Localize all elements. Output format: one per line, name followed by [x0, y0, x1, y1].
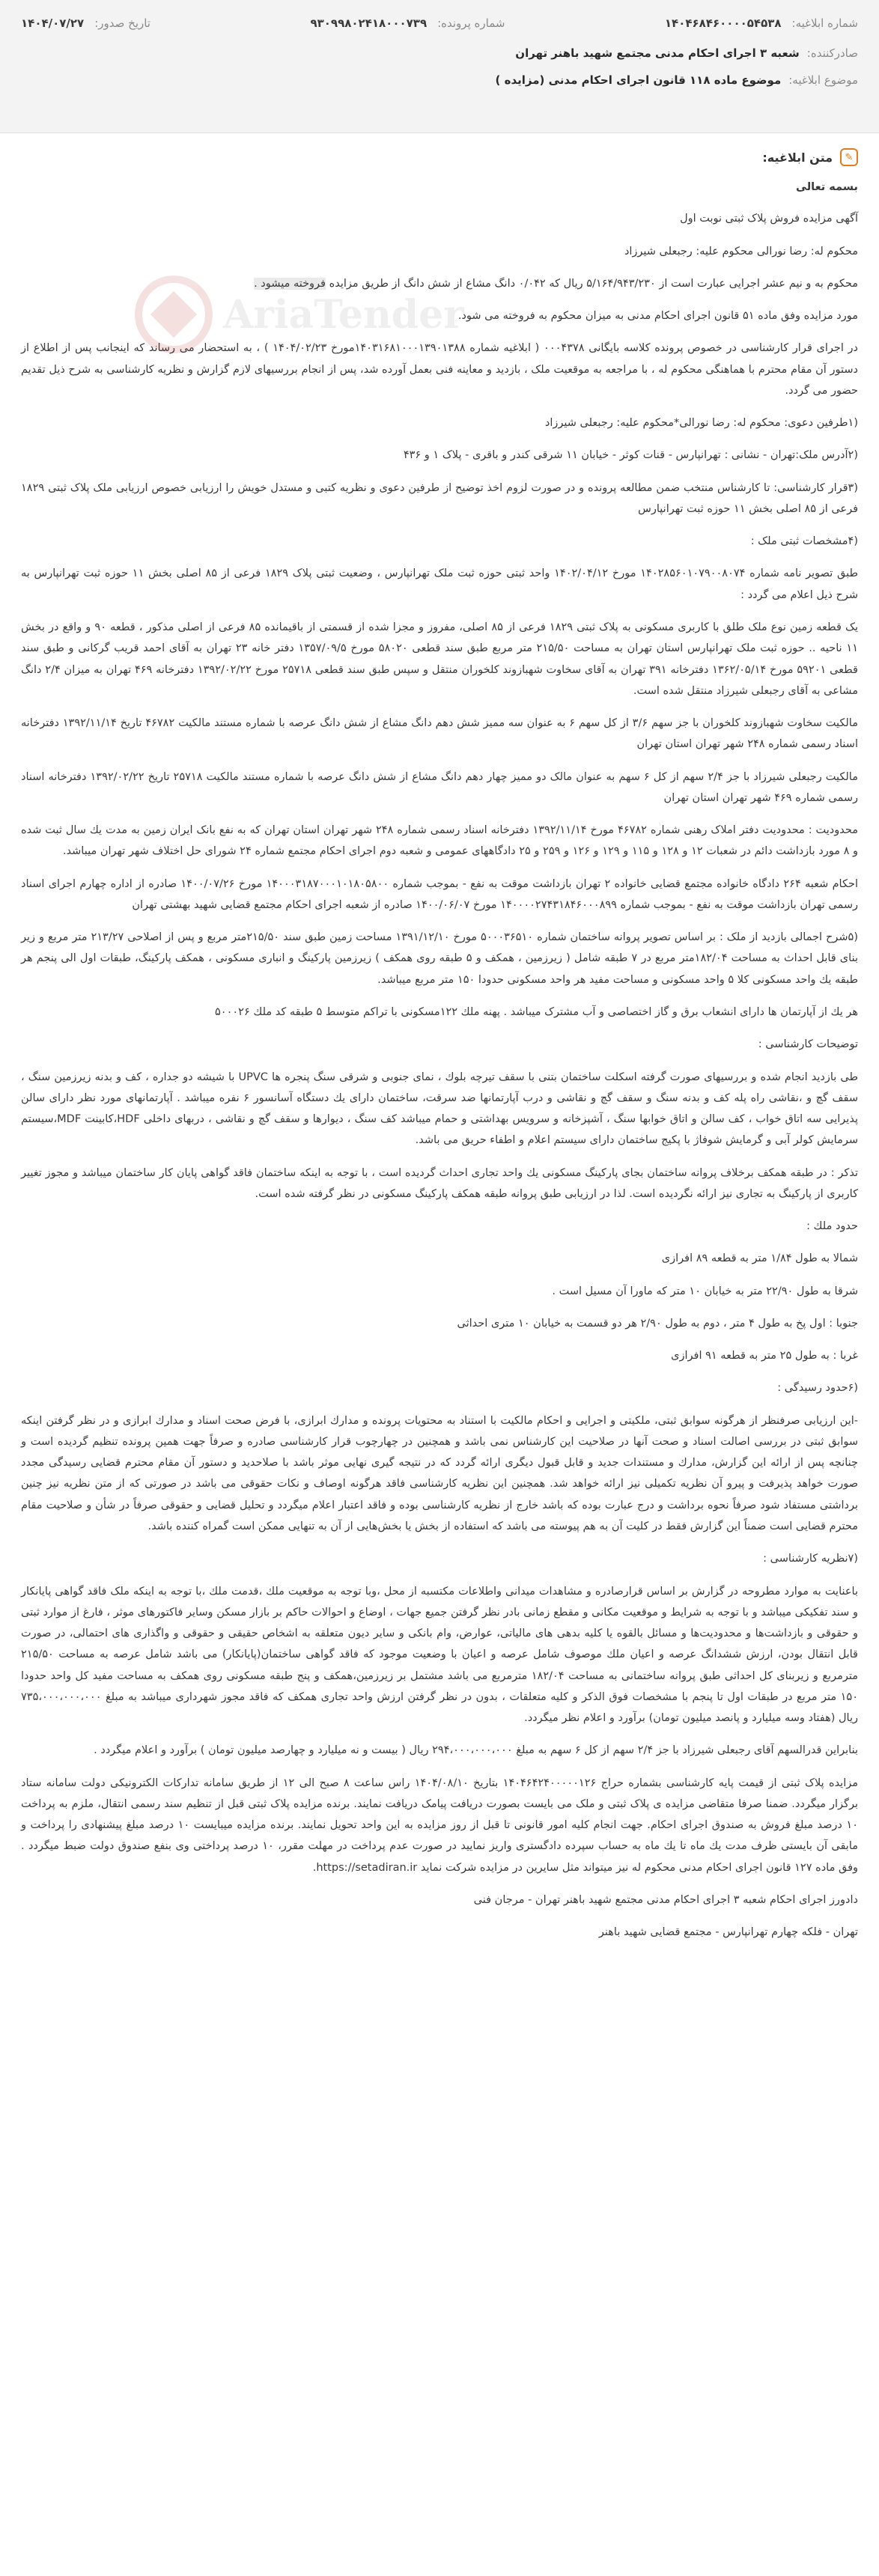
body-section-2: (۲آدرس ملک:تهران - نشانی : تهرانپارس - قنات کوثر - خیابان ۱۱ شرقی کندر و باقری - پلاک ۱ و ۴۳۶ — [403, 449, 858, 462]
body-expert-opinion: باعنایت به موارد مطروحه در گزارش بر اساس قرارصادره و مشاهدات میدانی واطلاعات مکتسبه از محل ،وبا توجه به موقعیت ملك ،قدمت ملك ،با توجه به اینکه ملک فاقد گواهی پایانکار و سند تفکیکی میباشد و با توجه به شرایط و موقعیت مکانی و مقطع زمانی بادر نظر گرفتن جمیع جهات ، اوضاع و احوالات حاکم بر بازار مسکن وسایر فاکتورهای موثر ، فارغ از موارد ثبتی و حقوقی و بازداشت‌ها و محدودیت‌ها و مسائل بالقوه یا کلیه بدهی های مالیاتی، عوارض، وام بانکی و سایر دیون متعلقه به اشخاص حقیقی و حقوقی و واگذاری های احتمالی، در صورت قابل انتقال بودن، ارزش ششدانگ عرصه و اعیان ملك موصوف شامل عرصه و اعیان با وضعیت موجود که فاقد گواهی ساختمان(پایانکار) می باشد شامل عرصه به مساحت ۲۱۵/۵۰ مترمربع و زیربنای کل احداثی طبق پروانه ساختمانی به مساحت ۱۸۲/۰۴ مترمربع می باشد مشتمل بر زیرزمین،همکف و پنج طبقه مسکونی روی همکف به مساحت مفید کل واحد حدودا ۱۵۰ متر مربع در طبقات اول تا پنجم با مشخصات فوق الذکر و کلیه متعلقات ، بدون در نظر گرفتن ارزش واحد تجاری همکف که فاقد مجوز شهرداری میباشد به مبلغ ۷۳۵،۰۰۰،۰۰۰،۰۰۰ ریال (هفتاد وسه میلیارد و پانصد میلیون تومان) برآورد و اعلام نظر میگردد. — [21, 1585, 858, 1725]
body-address: تهران - فلکه چهارم تهرانپارس - مجتمع قضایی شهید باهنر — [598, 1926, 858, 1939]
notice-body — [0, 177, 879, 1943]
body-judgment-amount-highlight: فروخته میشود . — [254, 277, 326, 290]
body-boundaries-title: حدود ملك : — [806, 1220, 858, 1233]
body-officer: دادورز اجرای احکام شعبه ۳ اجرای احکام مدنی مجتمع شهید باهنر تهران - مرجان فنی — [473, 1894, 858, 1906]
body-boundary-west: غربا : به طول ۲۵ متر به قطعه ۹۱ افرازی — [671, 1350, 858, 1362]
notice-header — [0, 0, 879, 133]
notice-text-title: متن ابلاغیه: — [762, 150, 833, 165]
subject-value: موضوع ماده ۱۱۸ قانون اجرای احکام مدنی (مزایده ) — [495, 73, 782, 87]
notice-icon: ✎ — [840, 148, 858, 166]
body-registry-letter: طبق تصویر نامه شماره ۱۴۰۲۸۵۶۰۱۰۷۹۰۰۸۰۷۴ مورخ ۱۴۰۲/۰۴/۱۲ واحد ثبتی حوزه ثبت ملک تهرانپارس ، وضعیت ثبتی پلاک ۱۸۲۹ فرعی از ۸۵ اصلی بخش ۱۱ حوزه ثبت تهرانپارس به شرح ذیل اعلام می گردد : — [21, 567, 859, 601]
body-boundary-north: شمالا به طول ۱/۸۴ متر به قطعه ۸۹ افرازی — [661, 1252, 858, 1265]
body-boundary-east: شرقا به طول ۲۲/۹۰ متر به خیابان ۱۰ متر که ماورا آن مسیل است . — [552, 1285, 858, 1297]
body-land-description: یک قطعه زمین نوع ملک طلق با کاربری مسکونی به پلاک ثبتی ۱۸۲۹ فرعی از ۸۵ اصلی، مفروز و مجزا شده از قسمتی از باقیمانده ۸۵ فرعی از اصلی مذکور ، قطعه ۹۰ و واقع در بخش ۱۱ ناحیه .. حوزه ثبت ملک تهرانپارس استان تهران به مساحت ۲۱۵/۵۰ متر مربع طبق سند قطعی ۵۸۰۲۰ مورخ ۱۳۵۷/۰۹/۵ دفتر خانه ۲۳ تهران به آقای احمد قریب گرکانی و طبق سند قطعی ۵۹۲۰۱ مورخ ۱۳۶۲/۰۵/۱۴ دفترخانه ۳۹۱ تهران به آقای سخاوت شهبازوند کلخوران منتقل و سپس طبق سند قطعی ۲۵۷۱۸ مورخ ۱۳۹۲/۰۲/۲۲ دفترخانه ۴۶۹ تهران به میزان ۲/۴ دانگ مشاعی به آقای رجبعلی شیرزاد منتقل شده است. — [21, 621, 858, 697]
case-number — [310, 16, 505, 30]
subject-label: موضوع ابلاغیه: — [788, 73, 858, 87]
header-meta-row — [21, 16, 858, 30]
ad-number — [665, 16, 858, 30]
ad-number-label: شماره ابلاغیه: — [791, 16, 858, 30]
body-section-3: (۳قرار کارشناسی: تا کارشناس منتخب ضمن مطالعه پرونده و در صورت لزوم اخذ توضیح از طرفین دعوی و نظریه کتبی و مستدل خویش را ارزیابی خصوص ارزیابی ملک پلاک ثبتی ۱۸۲۹ فرعی از ۸۵ اصلی بخش ۱۱ حوزه ثبت تهرانپارس — [21, 481, 858, 515]
issuer-label: صادرکننده: — [806, 46, 858, 60]
body-share-value: بنابراین قدرالسهم آقای رجبعلی شیرزاد با جز ۲/۴ سهم از کل ۶ سهم به مبلغ ۲۹۴،۰۰۰،۰۰۰،۰۰۰ ریال ( بیست و نه میلیارد و چهارصد میلیون تومان ) برآورد و اعلام میگردد . — [94, 1744, 858, 1757]
body-expert-notes-title: توضیحات کارشناسی : — [758, 1038, 858, 1051]
subject-line — [21, 73, 858, 87]
body-ownership-1: مالکیت سخاوت شهبازوند کلخوران با جز سهم ۳/۶ از کل سهم ۶ به عنوان سه ممیز شش دهم دانگ مشاع از شش دانگ عرصه با شماره مستند مالکیت ۴۶۷۸۲ تاریخ ۱۳۹۲/۱۱/۱۴ دفترخانه اسناد رسمی شماره ۲۴۸ شهر تهران استان تهران — [21, 717, 858, 751]
watermark-text: AriaTender — [223, 291, 464, 338]
body-judgment-amount — [21, 273, 858, 294]
body-judgment-amount-main: محکوم به و نیم عشر اجرایی عبارت است از ۵/۱۶۴/۹۴۳/۲۳۰ ریال که ۰/۰۴۲ دانگ مشاع از شش دانگ از طریق مزایده — [326, 277, 858, 290]
case-number-label: شماره پرونده: — [437, 16, 505, 30]
body-article-51: مورد مزایده وفق ماده ۵۱ قانون اجرای احکام مدنی به میزان محکوم به فروخته می شود. — [457, 310, 858, 323]
body-ad-title: آگهی مزایده فروش پلاک ثبتی نوبت اول — [680, 213, 858, 225]
issuer-line — [21, 46, 858, 60]
body-boundary-south: جنوبا : اول پخ به طول ۴ متر ، دوم به طول ۲/۹۰ هر دو قسمت به خیابان ۱۰ متری احداثی — [457, 1317, 858, 1330]
issue-date-label: تاریخ صدور: — [94, 16, 150, 30]
body-bismillah: بسمه تعالی — [796, 181, 858, 193]
case-number-value: ۹۳۰۹۹۸۰۲۴۱۸۰۰۰۷۳۹ — [310, 16, 428, 30]
issue-date-value: ۱۴۰۴/۰۷/۲۷ — [21, 16, 85, 30]
ad-number-value: ۱۴۰۴۶۸۴۶۰۰۰۰۵۴۵۳۸ — [664, 16, 782, 30]
body-parties: محکوم له: رضا نورالی محکوم علیه: رجبعلی شیرزاد — [624, 245, 858, 258]
body-seizures: احکام شعبه ۲۶۴ دادگاه خانواده مجتمع قضایی خانواده ۲ تهران بازداشت موقت به نفع - بموجب شماره ۱۴۰۰۰۳۱۸۷۰۰۰۱۰۱۸۰۵۸۰۰ مورخ ۱۴۰۰/۰۷/۲۶ صادره از اداره چهارم اجرای اسناد رسمی تهران بازداشت موقت به نفع - بموجب شماره ۱۴۰۰۰۰۲۷۴۳۱۸۴۶۰۰۰۸۹۹ مورخ ۱۴۰۰/۰۶/۰۷ صادره از شعبه اجرای احکام مجتمع قضایی شهید بهشتی تهران — [21, 877, 858, 911]
body-utilities: هر یك از آپارتمان ها دارای انشعاب برق و گاز اختصاصی و آب مشترک میباشد . پهنه ملك ۱۲۲مسکونی با تراکم متوسط ۵ طبقه کد ملك ۵۰۰۰۲۶ — [215, 1005, 858, 1018]
body-expert-order: در اجرای قرار کارشناسی در خصوص پرونده کلاسه بایگانی ۰۰۰۴۳۷۸ ( ابلاغیه شماره ۱۴۰۳۱۶۸۱۰۰۰۱۳۹۰۱۳۸۸مورخ ۱۴۰۴/۰۲/۲۳ ) ، به استحضار می رساند که اینجانب پس از اطلاع از دستور آن مقام محترم با هماهنگی محکوم له ، با مراجعه به موقعیت ملک ، بازدید و معاینه فنی بعمل آورده شد، پس از انجام بررسیهای لازم گزارش و نظریه کارشناسی به شرح ذیل تقدیم حضور می گردد. — [21, 342, 859, 397]
body-section-4: (۴مشخصات ثبتی ملک : — [750, 535, 858, 548]
body-restrictions: محدودیت : محدودیت دفتر املاک رهنی شماره ۴۶۷۸۲ مورخ ۱۳۹۲/۱۱/۱۴ دفترخانه اسناد رسمی شماره ۲۴۸ شهر تهران استان تهران که به نفع بانک ایران زمین به مدت یك سال ثبت شده و ۸ مورد بازداشت دائم در شعبات ۱۲ و ۱۲۸ و ۱۱۵ و ۱۲۹ و ۱۲۶ و ۲۵۹ و ۲۵ دادگاههای عمومی و شعبه دوم اجرای احکام مجتمع شماره ۲۴ شورای حل اختلاف شهر تهران میباشد. — [21, 824, 858, 858]
notice-text-heading — [0, 133, 879, 177]
body-section-6: (۶حدود رسیدگی : — [777, 1382, 858, 1395]
body-auction-details: مزایده پلاک ثبتی از قیمت پایه کارشناسی بشماره حراج ۱۴۰۴۶۴۲۴۰۰۰۰۰۱۲۶ بتاریخ ۱۴۰۴/۰۸/۱۰ راس ساعت ۸ صبح الی ۱۲ از طریق سامانه تدارکات الکترونیکی دولت سامانه ستاد برگزار میگردد. ضمنا صرفا متقاضی مزایده ی پلاک ثبتی و ملک می بایست بصورت دریافت پیامک دریافت نمایند. برنده مزایده پلاک ثبتی قبل از تنظیم سند رسمی انتقال، ملزم به پرداخت ۱۰ درصد مبلغ فروش به صندوق اجرای احکام. جهت انجام کلیه امور قانونی تا قبل از روز مزایده به این واحد تحویل نمایند. برنده مزایده میبایست ۱۰ درصد مبلغ پیشنهادی را پرداخت و مابقی آن بایستی ظرف مدت یك ماه تا یك ماه به حساب سپرده دادگستری واریز نمایید در صورت عدم پرداخت در مهلت مقرر، ۱۰ درصد پرداختی وی بنفع صندوق دولت ضبط میگردد . وفق ماده ۱۲۷ قانون اجرای احکام مدنی محکوم له نیز میتواند مثل سایرین در مزایده شرکت نماید https://setadiran.ir. — [21, 1776, 859, 1874]
body-expert-notes: طی بازدید انجام شده و بررسیهای صورت گرفته اسکلت ساختمان بتنی با سقف تیرچه بلوك ، نمای جنوبی و شرقی سنگ پنجره ها UPVC با شیشه دو جداره ، کف و بدنه زیرزمین سنگ ، سقف گچ و ،نقاشی راه پله کف و بدنه سنگ و سقف گچ و نقاشی و درب آپارتمانها ضد سرقت، ساختمان دارای یك دستگاه آسانسور ۶ نفره میباشد . آپارتمانهای مورد نظر دارای سالن پذیرایی سه اتاق خواب ، کف سالن و اتاق خوابها سنگ ، آشپزخانه و سرویس بهداشتی و حمام میباشد کف سنگ ، دیوارها و سقف گچ و نقاشی ، دربهای داخلی HDF،کابینت MDF،سیستم سرمایش کولر آبی و گرمایش شوفاژ با پکیج ساختمان دارای سیستم اعلام و اطفاء حریق می باشد. — [21, 1071, 859, 1147]
issue-date — [21, 16, 150, 30]
body-section-1: (۱طرفین دعوی: محکوم له: رضا نورالی*محکوم علیه: رجبعلی شیرزاد — [544, 417, 858, 430]
body-section-5: (۵شرح اجمالی بازدید از ملک : بر اساس تصویر پروانه ساختمان شماره ۵۰۰۰۳۶۵۱۰ مورخ ۱۳۹۱/۱۲/۱۰ مساحت زمین طبق سند ۲۱۵/۵۰متر مربع و پس از اصلاحی ۲۱۳/۲۷ متر مربع و زیر بنای قابل احداث به مساحت ۱۸۲/۰۴متر مربع در ۷ طبقه شامل ( زیرزمین ، همکف و ۵ طبقه روی همکف ) زیرزمین پارکینگ و انباری مسکونی ، همکف پارکینگ، طبقات اول الی پنجم هر طبقه یك واحد مسکونی کلا ۵ واحد مسکونی و مساحت مفید هر واحد مسکونی حدودا ۱۵۰ متر مربع میباشد. — [21, 931, 858, 986]
body-ownership-2: مالکیت رجبعلی شیرزاد با جز ۲/۴ سهم از کل ۶ سهم به عنوان مالک دو ممیز چهار دهم دانگ مشاع از شش دانگ عرصه با شماره مستند مالکیت ۲۵۷۱۸ تاریخ ۱۳۹۲/۰۲/۲۲ دفترخانه اسناد رسمی شماره ۴۶۹ شهر تهران استان تهران — [21, 770, 858, 804]
issuer-value: شعبه ۳ اجرای احکام مدنی مجتمع شهید باهنر تهران — [515, 46, 800, 60]
body-caution: تذکر : در طبقه همکف برخلاف پروانه ساختمان بجای پارکینگ مسکونی یك واحد تجاری احداث گردیده است ، با توجه به اینکه ساختمان فاقد گواهی پایان کار ساختمان میباشد و مجوز تغییر کاربری از پارکینگ به تجاری نیز ارائه نگردیده است. لذا در ارزیابی طبق پروانه طبقه همکف پارکینگ مسکونی در نظر گرفته شده است. — [21, 1166, 858, 1200]
body-scope: -این ارزیابی صرفنظر از هرگونه سوابق ثبتی، ملکیتی و اجرایی و احکام مالکیت با استناد به محتویات پرونده و مدارك ابرازی، با فرض صحت اسناد و مدارك ابرازی و در نظر گرفتن اینکه سوابق ثبتی در بررسی اصالت اسناد و صحت آنها در صلاحیت این کارشناس نمی باشد و همچنین در چهارچوب قرار کارشناسی صادره و صرفاً جهت همین پرونده تنظیم گردیده است و چنانچه پس از ارائه این گزارش، مدارك و مستندات جدید و قابل قبول دیگری ارائه گردد که در نتیجه گیری نهایی موثر باشد با صلاحدید و دستور آن مقام محترم قضایی رسیدگی مجدد صورت خواهد پذیرفت و پیرو آن نظریه تکمیلی نیز ارائه خواهد شد. همچنین این نظریه کارشناسی فاقد هرگونه اوصاف و نکات حقوقی می باشد در صورتی که از متن نظریه نیز چنین برداشتی مستفاد شود صرفاً نحوه برداشت و درج عبارت بوده که باشد خارج از نظریه کارشناسی بوده و فاقد اعتبار اعلام میگردد و تحلیل قضایی و حقوقی صرفاً در شأن و صلاحیت مقام محترم قضایی است ضمناً این گزارش فقط در کلیت آن به هم پیوسته می باشد که استفاده از بخش یا بخش‌هایی از آن به تنهایی ممکن است گمراه کننده باشد. — [21, 1414, 858, 1533]
body-section-7: (۷نظریه کارشناسی : — [763, 1553, 858, 1565]
